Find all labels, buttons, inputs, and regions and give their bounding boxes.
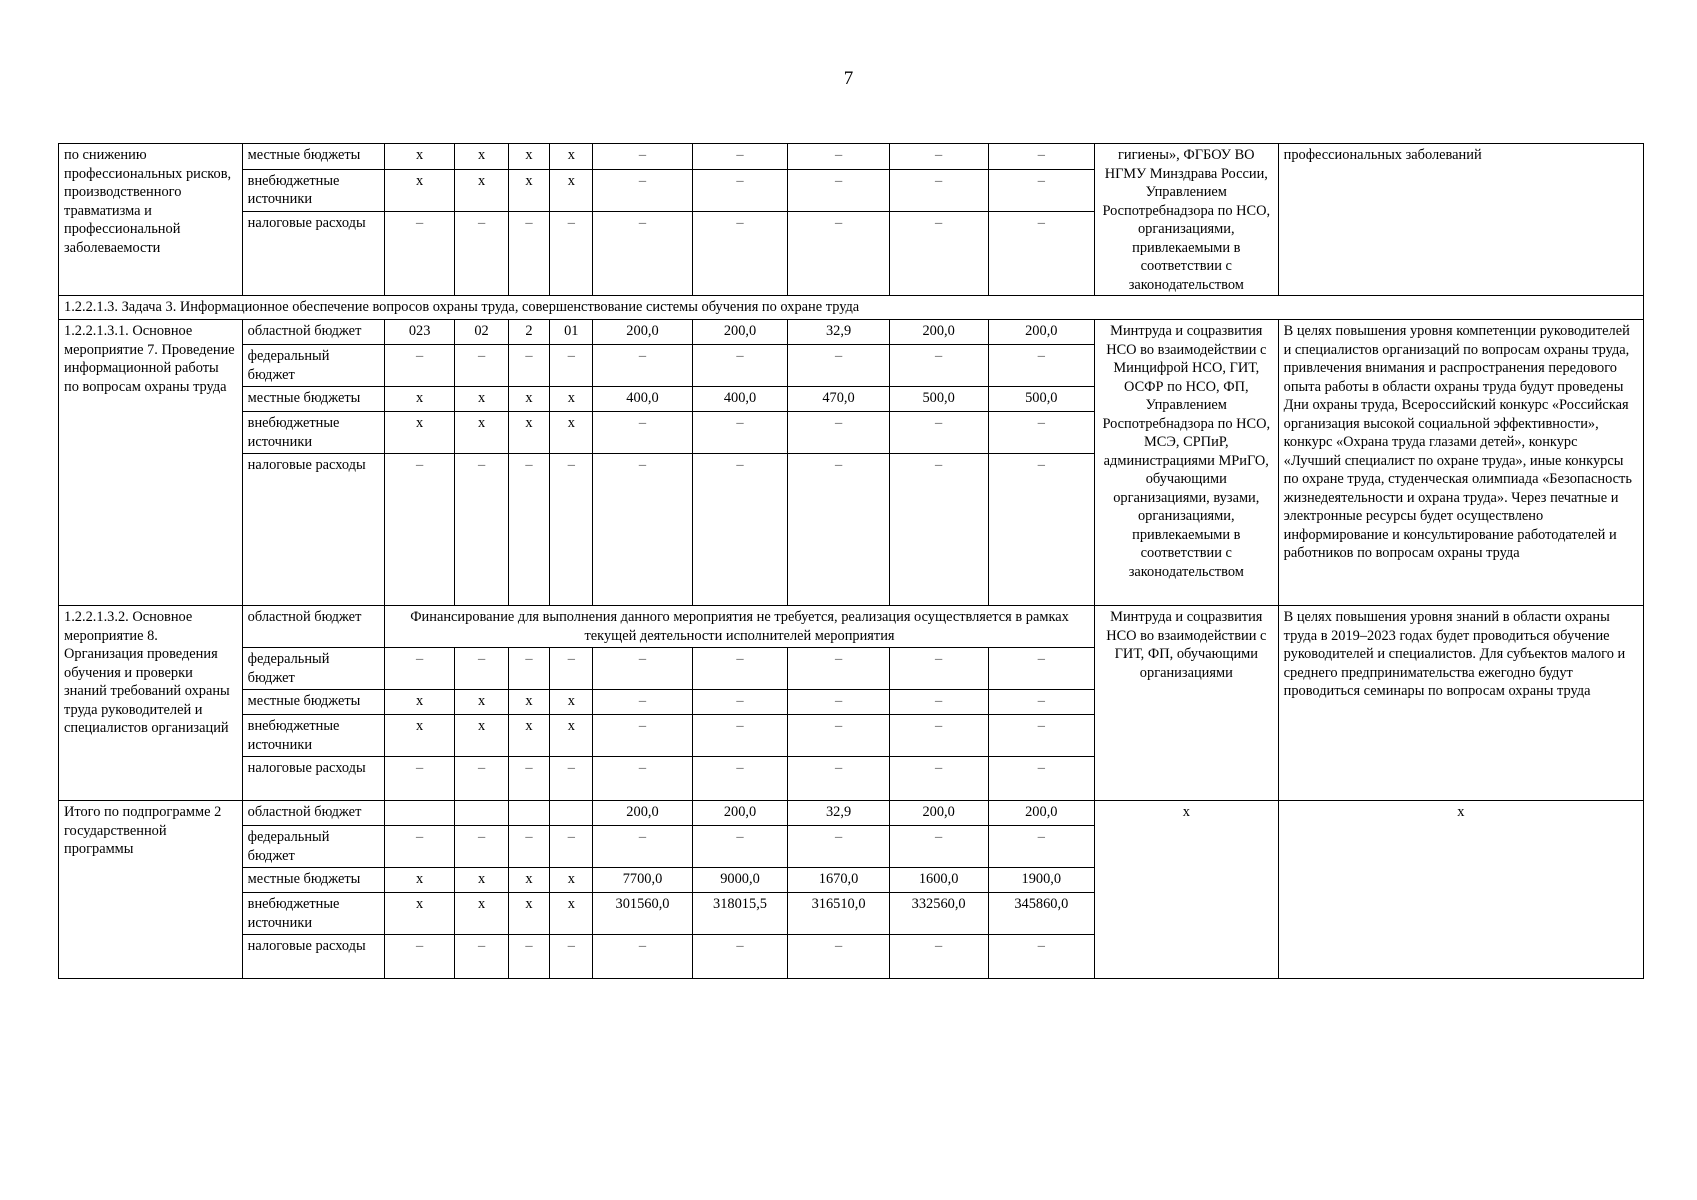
- amount-cell: –: [788, 412, 889, 454]
- amount-cell: –: [593, 826, 692, 868]
- executors-cell: x: [1094, 801, 1278, 979]
- amount-cell: –: [988, 345, 1094, 387]
- amount-cell: –: [593, 144, 692, 170]
- amount-cell: 500,0: [988, 387, 1094, 412]
- funding-source: местные бюджеты: [242, 387, 384, 412]
- budget-code-cell: x: [385, 893, 455, 935]
- budget-code-cell: –: [508, 648, 549, 690]
- amount-cell: –: [988, 212, 1094, 296]
- executors-cell: Минтруда и соцразвития НСО во взаимодействии с Минцифрой НСО, ГИТ, ОСФР по НСО, ФП, Управлением Роспотребнадзора по НСО, МСЭ, СРПиР, администрациями МРиГО, обучающими организациями, вузами, организациями, привлекаемыми в соответствии с законодательством: [1094, 320, 1278, 606]
- funding-source: областной бюджет: [242, 801, 384, 826]
- amount-cell: –: [788, 648, 889, 690]
- amount-cell: 470,0: [788, 387, 889, 412]
- amount-cell: –: [788, 715, 889, 757]
- budget-code-cell: –: [455, 757, 509, 801]
- amount-cell: 200,0: [889, 320, 988, 345]
- funding-source: налоговые расходы: [242, 454, 384, 606]
- executors-cell: гигиены», ФГБОУ ВО НГМУ Минздрава России, Управлением Роспотребнадзора по НСО, организациями, привлекаемыми в соответствии с законодательством: [1094, 144, 1278, 296]
- amount-cell: –: [889, 454, 988, 606]
- amount-cell: –: [593, 935, 692, 979]
- amount-cell: 9000,0: [692, 868, 788, 893]
- amount-cell: –: [692, 412, 788, 454]
- budget-code-cell: –: [455, 212, 509, 296]
- budget-code-cell: x: [550, 715, 593, 757]
- amount-cell: –: [889, 212, 988, 296]
- amount-cell: –: [593, 690, 692, 715]
- amount-cell: 200,0: [988, 801, 1094, 826]
- amount-cell: –: [593, 345, 692, 387]
- amount-cell: –: [593, 412, 692, 454]
- budget-code-cell: x: [455, 169, 509, 212]
- budget-code-cell: –: [508, 826, 549, 868]
- budget-code-cell: [455, 801, 509, 826]
- budget-code-cell: x: [385, 144, 455, 170]
- amount-cell: –: [889, 826, 988, 868]
- budget-code-cell: –: [385, 826, 455, 868]
- budget-code-cell: x: [385, 169, 455, 212]
- budget-code-cell: x: [550, 144, 593, 170]
- budget-code-cell: –: [385, 212, 455, 296]
- budget-code-cell: x: [508, 690, 549, 715]
- budget-code-cell: –: [508, 454, 549, 606]
- budget-code-cell: 023: [385, 320, 455, 345]
- table-row: [59, 320, 1644, 345]
- amount-cell: –: [988, 826, 1094, 868]
- funding-source: федеральный бюджет: [242, 648, 384, 690]
- page-number: 7: [843, 68, 854, 89]
- budget-code-cell: –: [508, 345, 549, 387]
- funding-source: внебюджетные источники: [242, 169, 384, 212]
- amount-cell: –: [593, 715, 692, 757]
- activity-name: Итого по подпрограмме 2 государственной программы: [59, 801, 243, 979]
- task-heading: 1.2.2.1.3. Задача 3. Информационное обеспечение вопросов охраны труда, совершенствование системы обучения по охране труда: [59, 296, 1644, 320]
- funding-source: внебюджетные источники: [242, 715, 384, 757]
- budget-code-cell: x: [508, 387, 549, 412]
- budget-code-cell: x: [508, 893, 549, 935]
- budget-code-cell: x: [385, 868, 455, 893]
- amount-cell: 1600,0: [889, 868, 988, 893]
- amount-cell: 316510,0: [788, 893, 889, 935]
- amount-cell: –: [788, 169, 889, 212]
- amount-cell: –: [889, 757, 988, 801]
- activity-name: 1.2.2.1.3.1. Основное мероприятие 7. Проведение информационной работы по вопросам охраны труда: [59, 320, 243, 606]
- budget-code-cell: x: [455, 412, 509, 454]
- budget-code-cell: x: [455, 868, 509, 893]
- budget-code-cell: x: [508, 715, 549, 757]
- amount-cell: –: [889, 715, 988, 757]
- budget-code-cell: –: [550, 454, 593, 606]
- budget-code-cell: 2: [508, 320, 549, 345]
- budget-code-cell: x: [508, 144, 549, 170]
- amount-cell: 200,0: [593, 320, 692, 345]
- budget-code-cell: x: [385, 690, 455, 715]
- funding-source: местные бюджеты: [242, 144, 384, 170]
- amount-cell: –: [788, 345, 889, 387]
- amount-cell: 332560,0: [889, 893, 988, 935]
- amount-cell: 32,9: [788, 801, 889, 826]
- amount-cell: –: [692, 345, 788, 387]
- funding-source: областной бюджет: [242, 606, 384, 648]
- amount-cell: –: [988, 935, 1094, 979]
- amount-cell: –: [889, 345, 988, 387]
- amount-cell: –: [988, 412, 1094, 454]
- amount-cell: –: [692, 648, 788, 690]
- amount-cell: 400,0: [593, 387, 692, 412]
- budget-code-cell: x: [455, 715, 509, 757]
- amount-cell: –: [692, 715, 788, 757]
- amount-cell: 200,0: [692, 320, 788, 345]
- amount-cell: 200,0: [593, 801, 692, 826]
- amount-cell: –: [889, 690, 988, 715]
- budget-code-cell: –: [550, 212, 593, 296]
- budget-code-cell: –: [385, 935, 455, 979]
- amount-cell: 200,0: [988, 320, 1094, 345]
- budget-code-cell: 02: [455, 320, 509, 345]
- budget-code-cell: x: [550, 412, 593, 454]
- amount-cell: –: [788, 935, 889, 979]
- expected-result-cell: профессиональных заболеваний: [1278, 144, 1643, 296]
- amount-cell: –: [988, 648, 1094, 690]
- executors-cell: Минтруда и соцразвития НСО во взаимодействии с ГИТ, ФП, обучающими организациями: [1094, 606, 1278, 801]
- budget-code-cell: x: [508, 868, 549, 893]
- budget-code-cell: x: [455, 893, 509, 935]
- funding-source: федеральный бюджет: [242, 826, 384, 868]
- amount-cell: –: [593, 212, 692, 296]
- amount-cell: 7700,0: [593, 868, 692, 893]
- amount-cell: 301560,0: [593, 893, 692, 935]
- amount-cell: 318015,5: [692, 893, 788, 935]
- amount-cell: –: [889, 648, 988, 690]
- funding-source: местные бюджеты: [242, 868, 384, 893]
- budget-code-cell: –: [508, 212, 549, 296]
- budget-code-cell: x: [550, 690, 593, 715]
- budget-code-cell: x: [550, 387, 593, 412]
- amount-cell: 345860,0: [988, 893, 1094, 935]
- amount-cell: –: [988, 169, 1094, 212]
- amount-cell: –: [692, 212, 788, 296]
- amount-cell: –: [692, 144, 788, 170]
- funding-source: местные бюджеты: [242, 690, 384, 715]
- expected-result-cell: В целях повышения уровня знаний в области охраны труда в 2019–2023 годах будет проводиться обучение руководителей и специалистов. Для субъектов малого и среднего предпринимательства ежегодно будут проводиться семинары по вопросам охраны труда: [1278, 606, 1643, 801]
- budget-code-cell: –: [550, 648, 593, 690]
- budget-code-cell: x: [550, 868, 593, 893]
- amount-cell: –: [889, 144, 988, 170]
- amount-cell: 1670,0: [788, 868, 889, 893]
- amount-cell: –: [593, 757, 692, 801]
- amount-cell: –: [889, 935, 988, 979]
- budget-code-cell: –: [550, 757, 593, 801]
- amount-cell: –: [788, 454, 889, 606]
- expected-result-cell: В целях повышения уровня компетенции руководителей и специалистов организаций по вопросам охраны труда, привлечения внимания и распространения передового опыта работы в области охраны труда будут проведены Дни охраны труда, Всероссийский конкурс «Российская организация высокой социальной эффективности», конкурс «Охрана труда глазами детей», конкурс «Лучший специалист по охране труда», иные конкурсы по охране труда, студенческая олимпиада «Безопасность жизнедеятельности и охрана труда». Через печатные и электронные ресурсы будет осуществлено информирование и консультирование работодателей и работников по вопросам охраны труда: [1278, 320, 1643, 606]
- amount-cell: –: [692, 454, 788, 606]
- budget-code-cell: x: [455, 690, 509, 715]
- amount-cell: –: [692, 826, 788, 868]
- amount-cell: –: [593, 169, 692, 212]
- expected-result-cell: x: [1278, 801, 1643, 979]
- budget-code-cell: [550, 801, 593, 826]
- table-row: [59, 606, 1644, 648]
- budget-code-cell: –: [385, 648, 455, 690]
- budget-code-cell: x: [508, 169, 549, 212]
- amount-cell: –: [788, 757, 889, 801]
- budget-code-cell: x: [385, 387, 455, 412]
- amount-cell: 200,0: [692, 801, 788, 826]
- budget-code-cell: –: [385, 757, 455, 801]
- amount-cell: –: [889, 169, 988, 212]
- amount-cell: –: [988, 757, 1094, 801]
- amount-cell: –: [988, 715, 1094, 757]
- program-activities-table: [58, 143, 1644, 979]
- amount-cell: –: [692, 935, 788, 979]
- budget-code-cell: 01: [550, 320, 593, 345]
- budget-code-cell: –: [508, 935, 549, 979]
- funding-source: внебюджетные источники: [242, 412, 384, 454]
- budget-code-cell: –: [550, 935, 593, 979]
- amount-cell: –: [692, 757, 788, 801]
- table-row: [59, 144, 1644, 170]
- budget-code-cell: –: [550, 826, 593, 868]
- budget-code-cell: –: [550, 345, 593, 387]
- budget-code-cell: –: [455, 648, 509, 690]
- budget-code-cell: x: [455, 387, 509, 412]
- amount-cell: –: [988, 454, 1094, 606]
- budget-code-cell: –: [455, 935, 509, 979]
- budget-code-cell: x: [385, 412, 455, 454]
- amount-cell: 32,9: [788, 320, 889, 345]
- table-row: [59, 801, 1644, 826]
- budget-code-cell: –: [455, 826, 509, 868]
- budget-code-cell: –: [455, 345, 509, 387]
- budget-code-cell: x: [550, 169, 593, 212]
- amount-cell: 400,0: [692, 387, 788, 412]
- budget-code-cell: [385, 801, 455, 826]
- funding-source: налоговые расходы: [242, 757, 384, 801]
- budget-code-cell: –: [385, 345, 455, 387]
- amount-cell: 200,0: [889, 801, 988, 826]
- budget-code-cell: –: [455, 454, 509, 606]
- funding-source: налоговые расходы: [242, 212, 384, 296]
- table-row: [59, 296, 1644, 320]
- activity-name: 1.2.2.1.3.2. Основное мероприятие 8. Организация проведения обучения и проверки знаний требований охраны труда руководителей и специалистов организаций: [59, 606, 243, 801]
- amount-cell: –: [788, 690, 889, 715]
- amount-cell: –: [988, 690, 1094, 715]
- amount-cell: –: [988, 144, 1094, 170]
- budget-code-cell: –: [385, 454, 455, 606]
- budget-code-cell: x: [385, 715, 455, 757]
- budget-code-cell: –: [508, 757, 549, 801]
- amount-cell: –: [692, 690, 788, 715]
- activity-name: по снижению профессиональных рисков, производственного травматизма и профессиональной заболеваемости: [59, 144, 243, 296]
- budget-code-cell: [508, 801, 549, 826]
- amount-cell: –: [593, 648, 692, 690]
- amount-cell: –: [889, 412, 988, 454]
- amount-cell: –: [692, 169, 788, 212]
- amount-cell: –: [593, 454, 692, 606]
- amount-cell: 1900,0: [988, 868, 1094, 893]
- financing-note: Финансирование для выполнения данного мероприятия не требуется, реализация осуществляется в рамках текущей деятельности исполнителей мероприятия: [385, 606, 1095, 648]
- amount-cell: –: [788, 144, 889, 170]
- budget-code-cell: x: [455, 144, 509, 170]
- funding-source: внебюджетные источники: [242, 893, 384, 935]
- budget-code-cell: x: [508, 412, 549, 454]
- budget-code-cell: x: [550, 893, 593, 935]
- amount-cell: 500,0: [889, 387, 988, 412]
- funding-source: федеральный бюджет: [242, 345, 384, 387]
- funding-source: налоговые расходы: [242, 935, 384, 979]
- funding-source: областной бюджет: [242, 320, 384, 345]
- amount-cell: –: [788, 826, 889, 868]
- amount-cell: –: [788, 212, 889, 296]
